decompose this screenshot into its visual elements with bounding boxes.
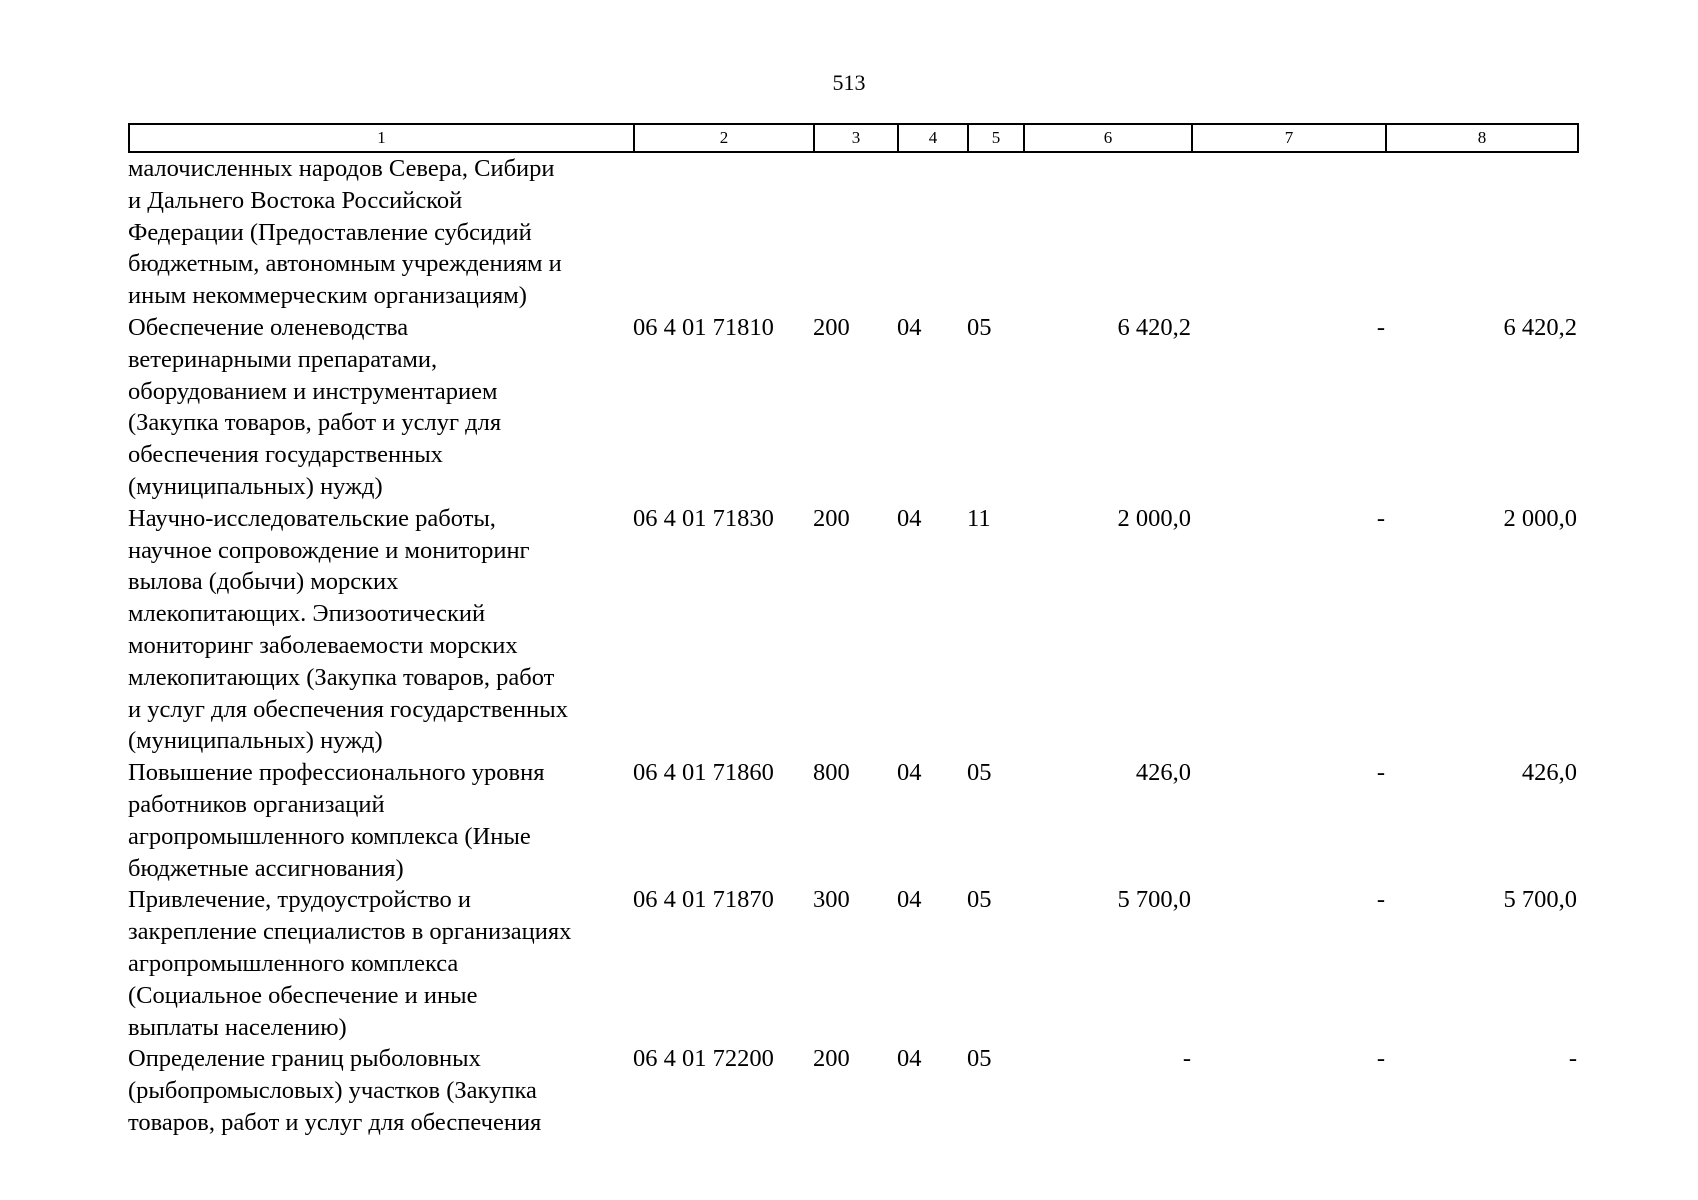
header-row xyxy=(129,124,1578,152)
expense-name-line: закрепление специалистов в организациях xyxy=(128,918,572,946)
expense-name xyxy=(128,1043,633,1138)
expense-type-code: 200 xyxy=(813,504,850,532)
target-article-code xyxy=(633,153,813,312)
section-code: 04 xyxy=(897,313,922,341)
target-article-code: 06 4 01 71860 xyxy=(633,759,774,787)
table-row xyxy=(128,757,1577,884)
amount-col-6 xyxy=(1023,153,1191,312)
expense-name-line: Обеспечение оленеводства xyxy=(128,313,409,341)
amount-col-8: 426,0 xyxy=(1521,759,1577,787)
header-col-5: 5 xyxy=(968,124,1024,152)
amount-col-8: 6 420,2 xyxy=(1503,313,1577,341)
amount-col-8: - xyxy=(1568,1045,1577,1073)
expense-name-line: агропромышленного комплекса xyxy=(128,949,459,977)
subsection-code: 05 xyxy=(967,886,992,914)
expense-name-line: (рыбопромысловых) участков (Закупка xyxy=(128,1077,537,1105)
header-col-8: 8 xyxy=(1386,124,1578,152)
amount-col-7: - xyxy=(1376,886,1385,914)
section-code xyxy=(897,153,967,312)
expense-name-line: мониторинг заболеваемости морских xyxy=(128,631,518,659)
expense-name-line: вылова (добычи) морских xyxy=(128,568,399,596)
table-row xyxy=(128,1043,1577,1138)
subsection-code: 05 xyxy=(967,759,992,787)
amount-col-8 xyxy=(1385,153,1577,312)
expense-name-line: (муниципальных) нужд) xyxy=(128,727,383,755)
expense-name-line: ветеринарными препаратами, xyxy=(128,345,438,373)
subsection-code: 05 xyxy=(967,313,992,341)
expense-name xyxy=(128,153,633,312)
expense-name-line: оборудованием и инструментарием xyxy=(128,377,498,405)
expense-name xyxy=(128,757,633,884)
section-code: 04 xyxy=(897,1045,922,1073)
expense-type-code: 200 xyxy=(813,1045,850,1073)
amount-col-8: 5 700,0 xyxy=(1503,886,1577,914)
expense-name-line: Привлечение, трудоустройство и xyxy=(128,886,471,914)
target-article-code: 06 4 01 71830 xyxy=(633,504,774,532)
expense-name-line: Повышение профессионального уровня xyxy=(128,759,545,787)
amount-col-6: 426,0 xyxy=(1135,759,1191,787)
expense-name-line: млекопитающих (Закупка товаров, работ xyxy=(128,663,555,691)
column-number-header xyxy=(128,123,1579,153)
expense-name-line: бюджетным, автономным учреждениям и xyxy=(128,250,562,278)
header-col-3: 3 xyxy=(814,124,898,152)
expense-name-line: Федерации (Предоставление субсидий xyxy=(128,218,532,246)
subsection-code xyxy=(967,153,1023,312)
expense-type-code xyxy=(813,153,897,312)
table-row xyxy=(128,312,1577,503)
target-article-code: 06 4 01 72200 xyxy=(633,1045,774,1073)
amount-col-7 xyxy=(1191,153,1385,312)
expense-name-line: выплаты населению) xyxy=(128,1013,347,1041)
expense-name-line: Научно-исследовательские работы, xyxy=(128,504,496,532)
amount-col-8: 2 000,0 xyxy=(1503,504,1577,532)
amount-col-6: 5 700,0 xyxy=(1117,886,1191,914)
expense-name-line: Определение границ рыболовных xyxy=(128,1045,481,1073)
table-row xyxy=(128,153,1577,312)
header-col-2: 2 xyxy=(634,124,814,152)
amount-col-6: 6 420,2 xyxy=(1117,313,1191,341)
expense-name-line: (Закупка товаров, работ и услуг для xyxy=(128,409,502,437)
subsection-code: 11 xyxy=(967,504,991,532)
target-article-code: 06 4 01 71870 xyxy=(633,886,774,914)
table-row xyxy=(128,503,1577,757)
amount-col-6: - xyxy=(1182,1045,1191,1073)
header-col-7: 7 xyxy=(1192,124,1386,152)
expense-name xyxy=(128,503,633,757)
expense-name xyxy=(128,312,633,503)
budget-table-body xyxy=(128,153,1577,1139)
header-col-1: 1 xyxy=(129,124,634,152)
budget-table xyxy=(128,153,1577,1139)
section-code: 04 xyxy=(897,759,922,787)
expense-name-line: агропромышленного комплекса (Иные xyxy=(128,822,531,850)
expense-name-line: бюджетные ассигнования) xyxy=(128,854,404,882)
expense-name-line: научное сопровождение и мониторинг xyxy=(128,536,530,564)
amount-col-7: - xyxy=(1376,313,1385,341)
expense-type-code: 200 xyxy=(813,313,850,341)
expense-name-line: (Социальное обеспечение и иные xyxy=(128,981,478,1009)
expense-name-line: и Дальнего Востока Российской xyxy=(128,186,463,214)
amount-col-7: - xyxy=(1376,1045,1385,1073)
subsection-code: 05 xyxy=(967,1045,992,1073)
expense-name-line: (муниципальных) нужд) xyxy=(128,472,383,500)
expense-type-code: 300 xyxy=(813,886,850,914)
amount-col-6: 2 000,0 xyxy=(1117,504,1191,532)
amount-col-7: - xyxy=(1376,504,1385,532)
expense-name xyxy=(128,884,633,1043)
expense-name-line: млекопитающих. Эпизоотический xyxy=(128,600,486,628)
expense-name-line: иным некоммерческим организациям) xyxy=(128,282,527,310)
section-code: 04 xyxy=(897,886,922,914)
expense-name-line: и услуг для обеспечения государственных xyxy=(128,695,568,723)
section-code: 04 xyxy=(897,504,922,532)
target-article-code: 06 4 01 71810 xyxy=(633,313,774,341)
page-number: 513 xyxy=(832,70,866,95)
expense-name-line: обеспечения государственных xyxy=(128,441,443,469)
header-col-6: 6 xyxy=(1024,124,1192,152)
expense-type-code: 800 xyxy=(813,759,850,787)
header-col-4: 4 xyxy=(898,124,968,152)
amount-col-7: - xyxy=(1376,759,1385,787)
table-row xyxy=(128,884,1577,1043)
expense-name-line: товаров, работ и услуг для обеспечения xyxy=(128,1108,542,1136)
expense-name-line: малочисленных народов Севера, Сибири xyxy=(128,155,555,182)
expense-name-line: работников организаций xyxy=(128,790,385,818)
